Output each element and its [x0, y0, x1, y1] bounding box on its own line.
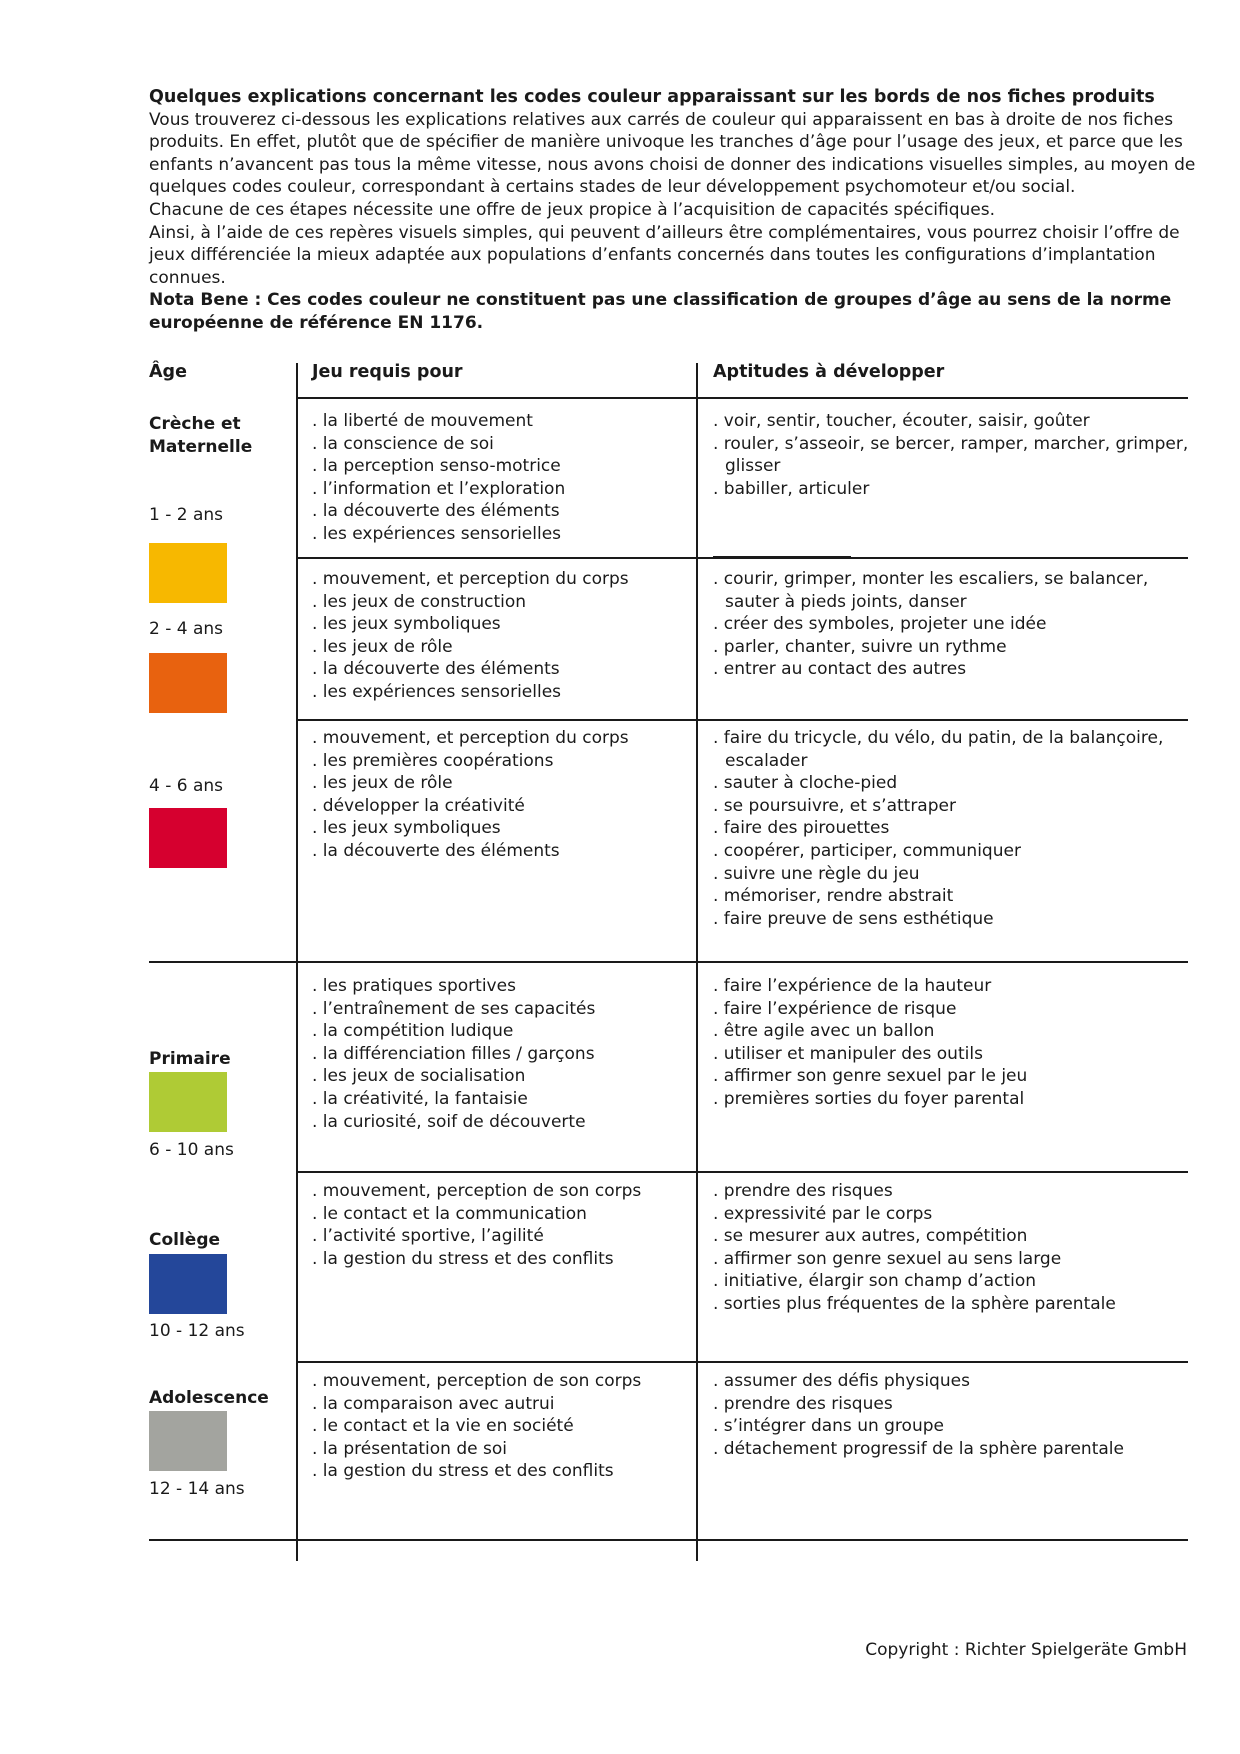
list-item: . la conscience de soi [312, 433, 494, 454]
row-divider [296, 1171, 1188, 1173]
age-range: 12 - 14 ans [149, 1479, 245, 1499]
list-item: . mouvement, perception de son corps [312, 1371, 642, 1391]
list-item: . faire l’expérience de la hauteur [713, 976, 992, 996]
nota-bene: Nota Bene : Ces codes couleur ne constituent pas une classification de groupes d’âge au sens de la norme européenne de référence EN 1176. [149, 290, 1172, 333]
list-item: . la liberté de mouvement [312, 411, 533, 431]
list-item: . la découverte des éléments [312, 501, 560, 522]
list-item: . se mesurer aux autres, compétition [713, 1226, 1028, 1247]
list-item: . se poursuivre, et s’attraper [713, 795, 956, 816]
jeu-list [312, 1180, 690, 1270]
list-item: . les jeux de socialisation [312, 1066, 526, 1087]
color-swatch-yellow [149, 543, 227, 603]
list-item: . la gestion du stress et des conflits [312, 1461, 614, 1482]
list-item: . les expériences sensorielles [312, 523, 562, 544]
table-bottom-rule [149, 1539, 1188, 1541]
list-item: . l’information et l’exploration [312, 478, 566, 499]
list-item: . faire du tricycle, du vélo, du patin, de la balançoire, escalader [713, 728, 1164, 771]
jeu-list [312, 568, 690, 704]
list-item: . mouvement, perception de son corps [312, 1181, 642, 1201]
list-item: . la curiosité, soif de découverte [312, 1111, 586, 1132]
row-divider [296, 719, 1188, 721]
list-item: . assumer des défis physiques [713, 1371, 970, 1391]
list-item: . courir, grimper, monter les escaliers, se balancer, sauter à pieds joints, danser [713, 569, 1149, 612]
list-item: . entrer au contact des autres [713, 659, 967, 680]
color-swatch-grey [149, 1411, 227, 1471]
list-item: . la compétition ludique [312, 1021, 514, 1042]
aptitudes-list [713, 1370, 1191, 1460]
list-item: . détachement progressif de la sphère parentale [713, 1438, 1124, 1459]
list-item: . babiller, articuler [713, 478, 870, 499]
list-item: . initiative, élargir son champ d’action [713, 1271, 1036, 1292]
aptitudes-list [713, 410, 1191, 500]
aptitudes-list [713, 568, 1191, 681]
list-item: . le contact et la vie en société [312, 1416, 574, 1437]
aptitudes-list [713, 975, 1191, 1111]
list-item: . la comparaison avec autrui [312, 1393, 555, 1414]
list-item: . les jeux de rôle [312, 773, 453, 794]
jeu-list [312, 1370, 690, 1483]
list-item: . mouvement, et perception du corps [312, 728, 629, 748]
group-label-creche: Crèche et Maternelle [149, 414, 253, 457]
header-age: Âge [149, 362, 187, 382]
list-item: . rouler, s’asseoir, se bercer, ramper, marcher, grimper, glisser [713, 433, 1189, 477]
list-item: . l’activité sportive, l’agilité [312, 1226, 544, 1247]
group-label-primaire: Primaire [149, 1049, 231, 1069]
intro-paragraph: Ainsi, à l’aide de ces repères visuels simples, qui peuvent d’ailleurs être complémentaires, vous pourrez choisir l’offre de jeux différenciée la mieux adaptée aux populations d’enfants concernés dans toutes les configurations d’implantation connues. [149, 222, 1180, 288]
list-item: . être agile avec un ballon [713, 1021, 935, 1042]
list-item: . la perception senso-motrice [312, 456, 561, 477]
list-item: . les jeux de construction [312, 591, 527, 612]
list-item: . créer des symboles, projeter une idée [713, 614, 1047, 635]
list-item: . utiliser et manipuler des outils [713, 1043, 983, 1064]
list-item: . les jeux symboliques [312, 614, 501, 635]
list-item: . la découverte des éléments [312, 659, 560, 680]
intro-paragraph: Vous trouverez ci-dessous les explications relatives aux carrés de couleur qui apparaissent en bas à droite de nos fiches produits. En effet, plutôt que de spécifier de manière univoque les tranches d’âge pour l’usage des jeux, et parce que les enfants n’avancent pas tous la même vitesse, nous avons choisi de donner des indications visuelles simples, au moyen de quelques codes couleur, correspondant à certains stades de leur développement psychomoteur et/ou social. [149, 109, 1196, 198]
list-item: . sauter à cloche-pied [713, 773, 898, 794]
list-item: . la différenciation filles / garçons [312, 1043, 595, 1064]
list-item: . sorties plus fréquentes de la sphère parentale [713, 1293, 1116, 1314]
color-swatch-red [149, 808, 227, 868]
aptitudes-list [713, 1180, 1191, 1316]
intro-section [149, 86, 1197, 335]
short-rule [713, 556, 851, 558]
row-divider [296, 1361, 1188, 1363]
list-item: . la présentation de soi [312, 1438, 507, 1459]
list-item: . prendre des risques [713, 1181, 893, 1201]
age-range: 2 - 4 ans [149, 619, 224, 639]
list-item: . développer la créativité [312, 795, 525, 816]
list-item: . faire l’expérience de risque [713, 998, 957, 1019]
list-item: . affirmer son genre sexuel au sens large [713, 1248, 1062, 1269]
jeu-list [312, 975, 690, 1133]
list-item: . la découverte des éléments [312, 840, 560, 861]
list-item: . parler, chanter, suivre un rythme [713, 636, 1007, 657]
age-range: 4 - 6 ans [149, 776, 224, 796]
color-swatch-blue [149, 1254, 227, 1314]
list-item: . les premières coopérations [312, 750, 554, 771]
list-item: . mémoriser, rendre abstrait [713, 886, 954, 907]
list-item: . les jeux de rôle [312, 636, 453, 657]
list-item: . expressivité par le corps [713, 1203, 933, 1224]
list-item: . les pratiques sportives [312, 976, 516, 996]
list-item: . affirmer son genre sexuel par le jeu [713, 1066, 1028, 1087]
group-divider [149, 961, 1188, 963]
header-jeu: Jeu requis pour [312, 362, 463, 382]
color-swatch-green [149, 1072, 227, 1132]
list-item: . l’entraînement de ses capacités [312, 998, 596, 1019]
list-item: . s’intégrer dans un groupe [713, 1416, 944, 1437]
list-item: . coopérer, participer, communiquer [713, 840, 1021, 861]
age-range: 1 - 2 ans [149, 505, 224, 525]
header-aptitudes: Aptitudes à développer [713, 362, 945, 382]
age-range: 6 - 10 ans [149, 1140, 234, 1160]
list-item: . les jeux symboliques [312, 818, 501, 839]
list-item: . mouvement, et perception du corps [312, 569, 629, 589]
intro-title: Quelques explications concernant les codes couleur apparaissant sur les bords de nos fiches produits [149, 87, 1155, 107]
list-item: . les expériences sensorielles [312, 681, 562, 702]
list-item: . voir, sentir, toucher, écouter, saisir, goûter [713, 411, 1090, 431]
intro-paragraph: Chacune de ces étapes nécessite une offre de jeux propice à l’acquisition de capacités spécifiques. [149, 199, 996, 220]
list-item: . premières sorties du foyer parental [713, 1088, 1025, 1109]
header-rule [296, 397, 1188, 399]
list-item: . la gestion du stress et des conflits [312, 1248, 614, 1269]
jeu-list [312, 410, 690, 546]
list-item: . prendre des risques [713, 1393, 893, 1414]
age-range: 10 - 12 ans [149, 1321, 245, 1341]
color-swatch-orange [149, 653, 227, 713]
list-item: . faire preuve de sens esthétique [713, 908, 994, 929]
list-item: . faire des pirouettes [713, 818, 890, 839]
list-item: . la créativité, la fantaisie [312, 1088, 528, 1109]
group-label-college: Collège [149, 1230, 221, 1250]
jeu-list [312, 727, 690, 863]
copyright: Copyright : Richter Spielgeräte GmbH [865, 1640, 1187, 1660]
list-item: . suivre une règle du jeu [713, 863, 920, 884]
group-label-adolescence: Adolescence [149, 1388, 269, 1408]
aptitudes-list [713, 727, 1191, 930]
list-item: . le contact et la communication [312, 1203, 587, 1224]
